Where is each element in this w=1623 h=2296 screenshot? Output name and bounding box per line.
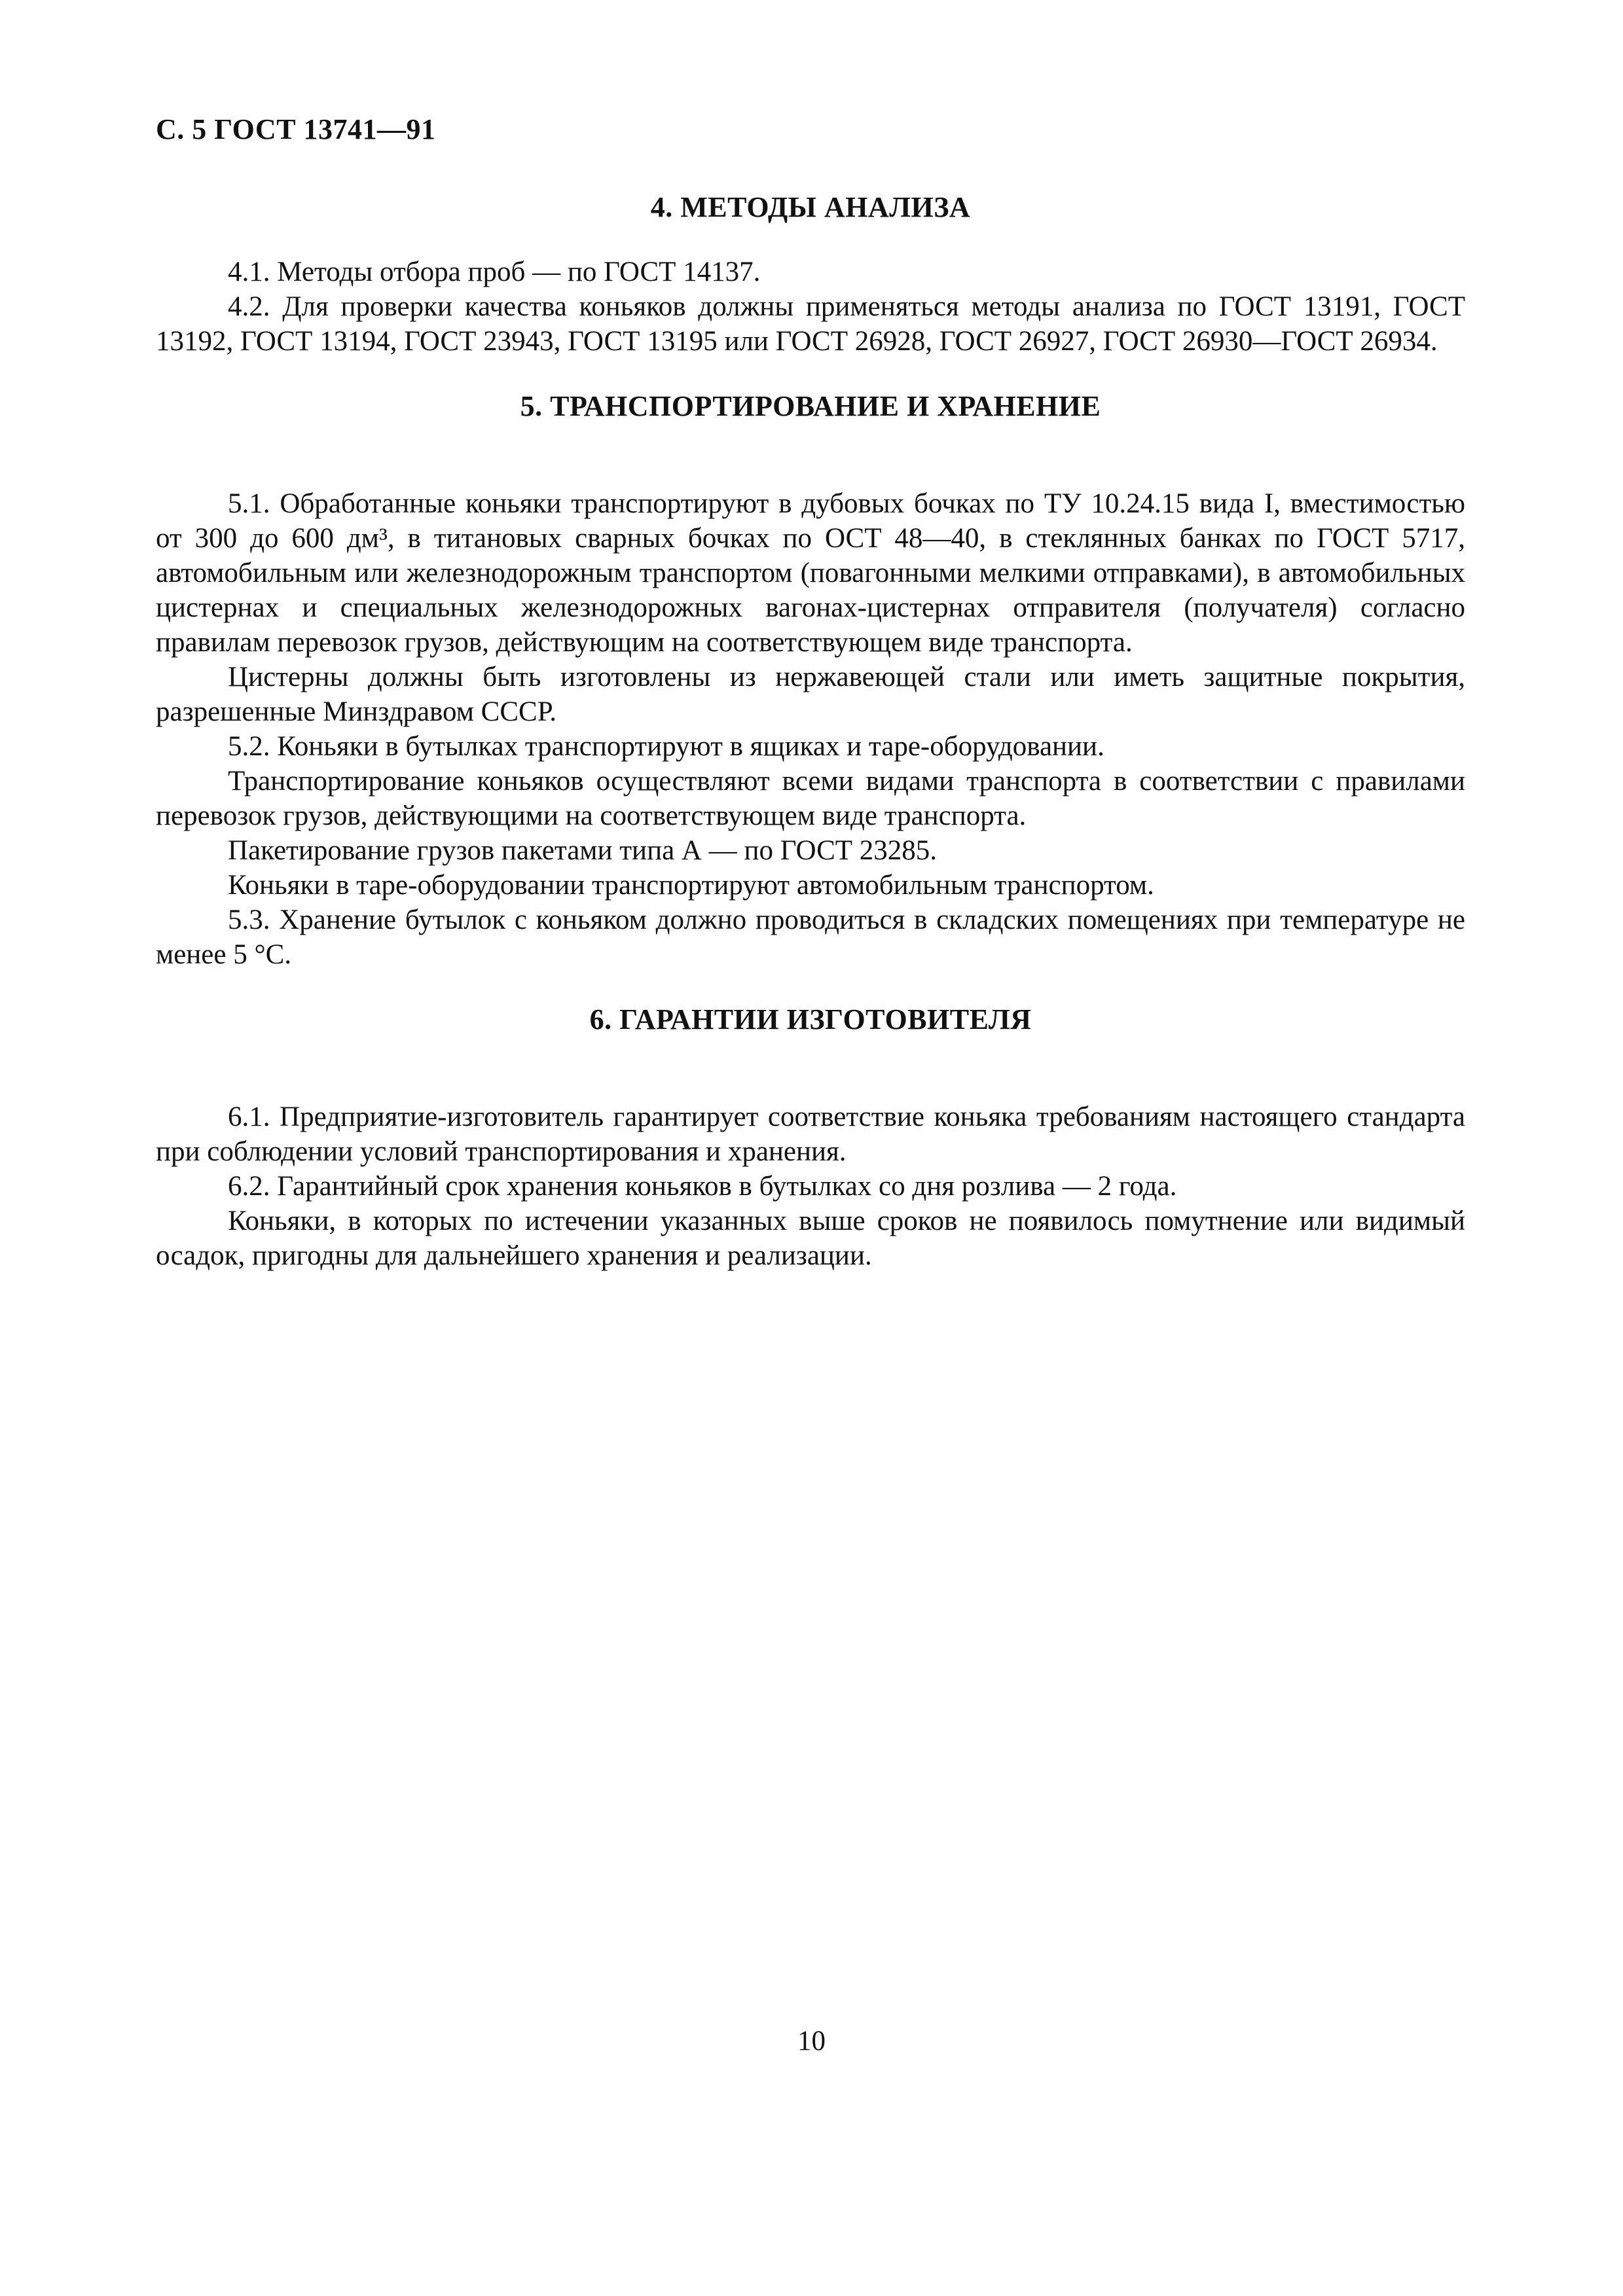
paragraph-5-1: 5.1. Обработанные коньяки транспортируют в дубовых бочках по ТУ 10.24.15 вида I, вместимостью от 300 до 600 дм³, в титановых сварных бочках по ОСТ 48—40, в стеклянных банках по ГОСТ 5717, автомобильным или железнодорожным транспортом (повагонными мелкими отправками), в автомобильных цистернах и специальных железнодорожных вагонах-цистернах отправителя (получателя) согласно правилам перевозок грузов, действующим на соответствующем виде транспорта.	[156, 488, 1465, 658]
section-5-title: 5. ТРАНСПОРТИРОВАНИЕ И ХРАНЕНИЕ	[520, 390, 1101, 422]
paragraph-6-2: 6.2. Гарантийный срок хранения коньяков в бутылках со дня розлива — 2 года.	[228, 1171, 1177, 1202]
paragraph-6-1: 6.1. Предприятие-изготовитель гарантирует соответствие коньяка требованиям настоящего стандарта при соблюдении условий транспортирования и хранения.	[156, 1102, 1465, 1167]
page-number: 10	[797, 2026, 826, 2056]
paragraph-4-1: 4.1. Методы отбора проб — по ГОСТ 14137.	[228, 257, 761, 287]
paragraph-5-2-packaging: Пакетирование грузов пакетами типа А — по ГОСТ 23285.	[228, 835, 938, 866]
paragraph-5-2-transport: Транспортирование коньяков осуществляют всеми видами транспорта в соответствии с правилами перевозок грузов, действующими на соответствующем виде транспорта.	[156, 766, 1465, 831]
paragraph-6-2-storage: Коньяки, в которых по истечении указанных выше сроков не появилось помутнение или видимый осадок, пригодны для дальнейшего хранения и реализации.	[156, 1206, 1465, 1271]
paragraph-5-1-tanks: Цистерны должны быть изготовлены из нержавеющей стали или иметь защитные покрытия, разрешенные Минздравом СССР.	[156, 662, 1465, 727]
document-body	[156, 190, 1465, 1273]
paragraph-4-2: 4.2. Для проверки качества коньяков должны применяться методы анализа по ГОСТ 13191, ГОСТ 13192, ГОСТ 13194, ГОСТ 23943, ГОСТ 13195 или ГОСТ 26928, ГОСТ 26927, ГОСТ 26930—ГОСТ 26934.	[156, 291, 1465, 357]
paragraph-5-3: 5.3. Хранение бутылок с коньяком должно проводиться в складских помещениях при температуре не менее 5 °С.	[156, 905, 1465, 970]
paragraph-5-2: 5.2. Коньяки в бутылках транспортируют в ящиках и таре-оборудовании.	[228, 731, 1104, 762]
section-6-title: 6. ГАРАНТИИ ИЗГОТОВИТЕЛЯ	[589, 1003, 1032, 1035]
page-header: С. 5 ГОСТ 13741—91	[156, 113, 436, 145]
paragraph-5-2-equipment: Коньяки в таре-оборудовании транспортируют автомобильным транспортом.	[228, 870, 1154, 901]
section-4-title: 4. МЕТОДЫ АНАЛИЗА	[650, 191, 971, 223]
